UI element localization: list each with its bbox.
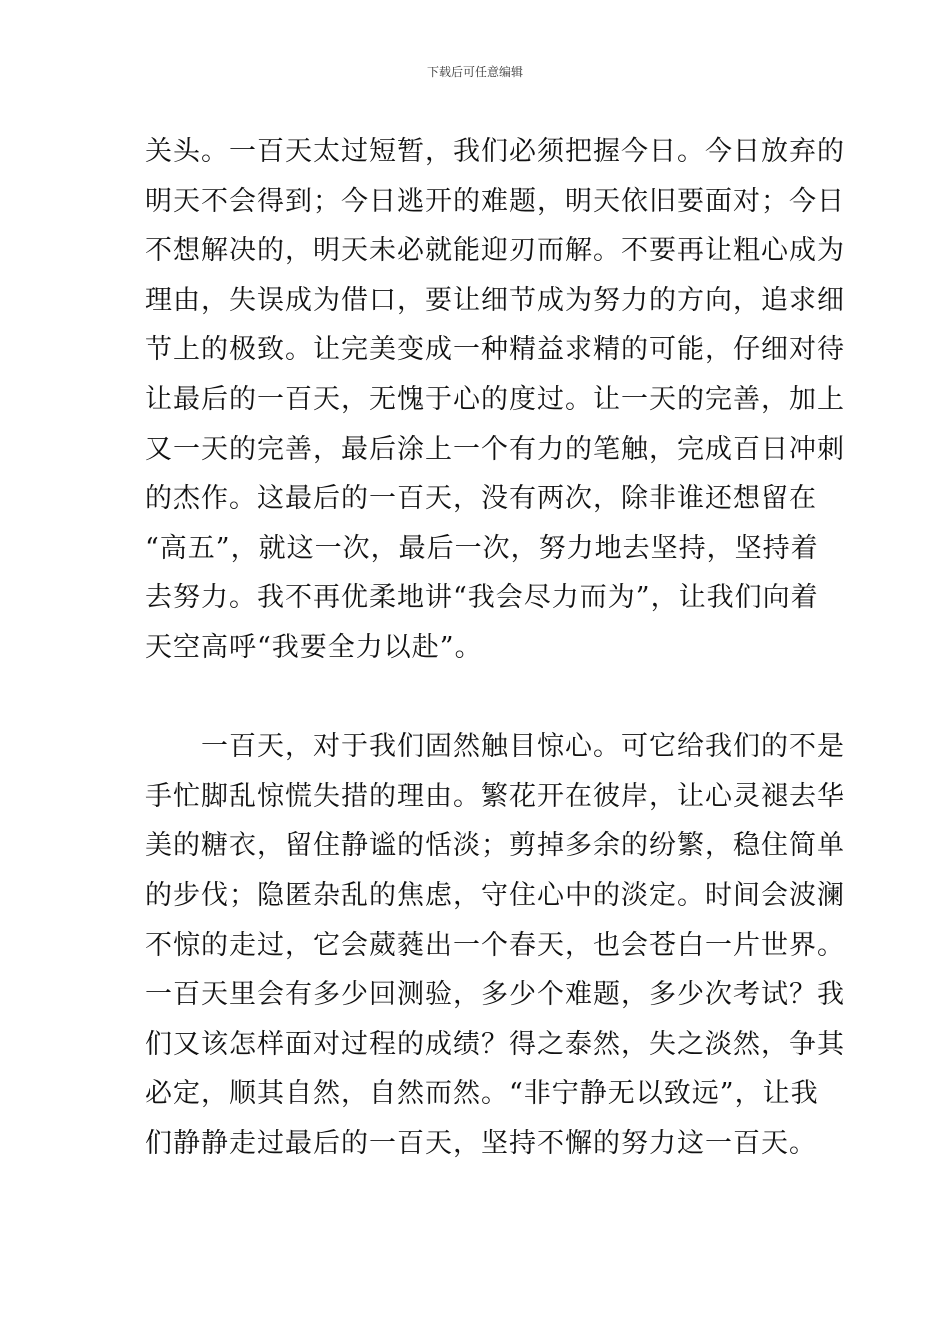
text-line: 去努力。我不再优柔地讲“我会尽力而为”，让我们向着 (145, 582, 819, 614)
text-line: 们又该怎样面对过程的成绩？得之泰然，失之淡然，争其 (145, 1028, 845, 1060)
text-line: 不惊的走过，它会葳蕤出一个春天，也会苍白一片世界。 (145, 929, 845, 961)
text-line: 们静静走过最后的一百天，坚持不懈的努力这一百天。 (145, 1127, 817, 1159)
page-header: 下载后可任意编辑 (426, 65, 523, 79)
paragraph-1 (145, 127, 845, 673)
text-line: 的杰作。这最后的一百天，没有两次，除非谁还想留在 (145, 483, 817, 515)
text-line: 美的糖衣，留住静谧的恬淡；剪掉多余的纷繁，稳住简单 (145, 830, 845, 862)
paragraph-spacer (145, 673, 810, 723)
document-body (145, 127, 845, 1168)
text-line: 手忙脚乱惊慌失措的理由。繁花开在彼岸，让心灵褪去华 (145, 780, 845, 812)
text-line: 一百天里会有多少回测验，多少个难题，多少次考试？我 (145, 979, 845, 1011)
text-line: 天空高呼“我要全力以赴”。 (145, 631, 483, 663)
text-line: 的步伐；隐匿杂乱的焦虑，守住心中的淡定。时间会波澜 (145, 879, 845, 911)
text-line: 关头。一百天太过短暂，我们必须把握今日。今日放弃的 (145, 136, 845, 167)
text-line: 节上的极致。让完美变成一种精益求精的可能，仔细对待 (145, 334, 845, 366)
text-line: 理由，失误成为借口，要让细节成为努力的方向，追求细 (145, 284, 845, 316)
text-line: 不想解决的，明天未必就能迎刃而解。不要再让粗心成为 (145, 235, 845, 267)
text-line: 让最后的一百天，无愧于心的度过。让一天的完善，加上 (145, 383, 845, 415)
text-line: 必定，顺其自然，自然而然。“非宁静无以致远”，让我 (145, 1078, 819, 1110)
text-line: 又一天的完善，最后涂上一个有力的笔触，完成百日冲刺 (145, 433, 845, 465)
text-line: 一百天，对于我们固然触目惊心。可它给我们的不是 (201, 731, 845, 763)
paragraph-2 (145, 722, 845, 1168)
text-line: “高五”，就这一次，最后一次，努力地去坚持，坚持着 (145, 532, 819, 564)
text-line: 明天不会得到；今日逃开的难题，明天依旧要面对；今日 (145, 185, 845, 217)
